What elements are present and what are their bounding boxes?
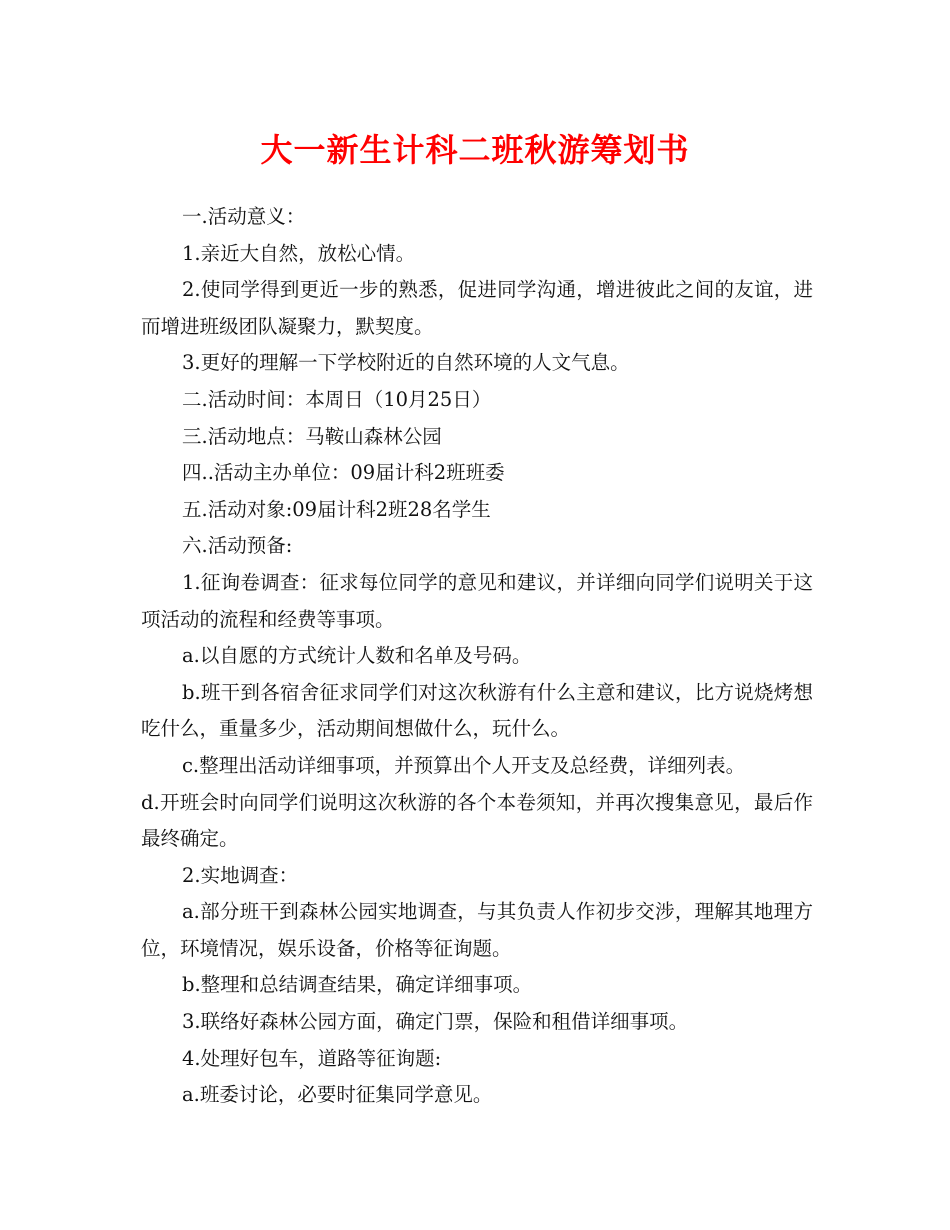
paragraph-site-survey-a: a.部分班干到森林公园实地调查，与其负责人作初步交涉，理解其地理方位，环境情况，娱乐设备，价格等征询题。 [141,900,813,960]
heading-activity-time: 二.活动时间：本周日（10月25日） [182,387,492,411]
paragraph-meaning-2: 2.使同学得到更近一步的熟悉，促进同学沟通，增进彼此之间的友谊，进而增进班级团队凝聚力，默契度。 [141,278,813,338]
paragraph-bus-route: 4.处理好包车，道路等征询题: [182,1046,442,1070]
paragraph-questionnaire-a: a.以自愿的方式统计人数和名单及号码。 [182,644,532,668]
document-body [141,199,813,1114]
paragraph-meaning-1: 1.亲近大自然，放松心情。 [182,241,416,265]
paragraph-contact-park: 3.联络好森林公园方面，确定门票，保险和租借详细事项。 [182,1010,689,1034]
paragraph-meaning-3: 3.更好的理解一下学校附近的自然环境的人文气息。 [182,351,630,375]
heading-activity-meaning: 一.活动意义： [182,205,306,228]
paragraph-questionnaire: 1.征询卷调查：征求每位同学的意见和建议，并详细向同学们说明关于这项活动的流程和经费等事项。 [141,570,813,631]
heading-activity-participants: 五.活动对象:09届计科2班28名学生 [182,497,491,521]
paragraph-questionnaire-d: d.开班会时向同学们说明这次秋游的各个本卷须知，并再次搜集意见，最后作最终确定。 [141,790,813,851]
heading-activity-organizer: 四..活动主办单位：09届计科2班班委 [182,461,505,485]
document-title: 大一新生计科二班秋游筹划书 [260,131,690,169]
heading-activity-preparation: 六.活动预备: [182,534,293,558]
paragraph-bus-route-a: a.班委讨论，必要时征集同学意见。 [182,1083,493,1107]
heading-activity-location: 三.活动地点：马鞍山森林公园 [182,424,442,448]
paragraph-site-survey-b: b.整理和总结调查结果，确定详细事项。 [182,973,533,997]
heading-site-survey: 2.实地调查： [182,863,299,887]
paragraph-questionnaire-c: c.整理出活动详细事项，并预算出个人开支及总经费，详细列表。 [182,753,746,777]
paragraph-questionnaire-b: b.班干到各宿舍征求同学们对这次秋游有什么主意和建议，比方说烧烤想吃什么，重量多少，活动期间想做什么，玩什么。 [141,680,813,741]
